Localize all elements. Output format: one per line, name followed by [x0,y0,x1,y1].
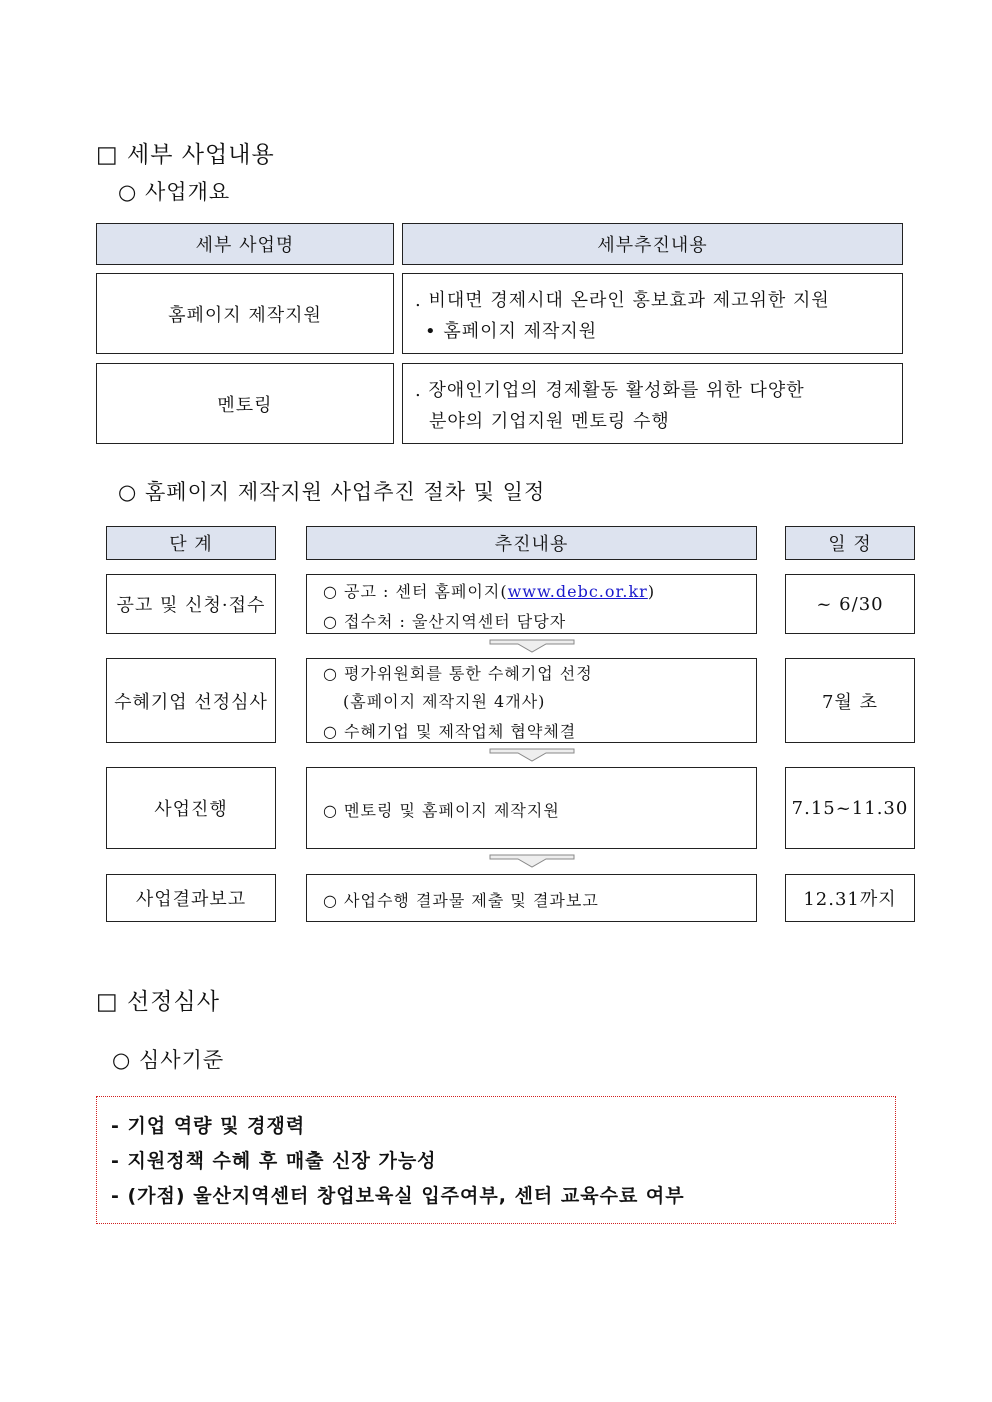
criteria-item: - 지원정책 수혜 후 매출 신장 가능성 [111,1150,437,1172]
section-title-selection: □ 선정심사 [96,989,220,1015]
down-arrow-icon [486,639,578,653]
process-step-stage: 공고 및 신청·접수 [106,574,276,634]
criteria-box [96,1096,896,1224]
table-row-name: 홈페이지 제작지원 [96,273,394,354]
process-step-schedule: ~ 6/30 [785,574,915,634]
table-row-content-line: 분야의 기업지원 멘토링 수행 [429,411,670,432]
table-header-content: 세부추진내용 [402,223,903,265]
process-step-schedule: 7월 초 [785,658,915,743]
down-arrow-icon [486,748,578,762]
criteria-item: - (가점) 울산지역센터 창업보육실 입주여부, 센터 교육수료 여부 [111,1185,685,1207]
table-row-content [402,363,903,444]
process-step-schedule: 12.31까지 [785,874,915,922]
process-step-content [306,767,757,849]
subsection-title-criteria: ○ 심사기준 [112,1048,225,1072]
subsection-title-process: ○ 홈페이지 제작지원 사업추진 절차 및 일정 [118,480,546,504]
process-step-stage: 사업결과보고 [106,874,276,922]
process-step-schedule: 7.15~11.30 [785,767,915,849]
process-header-stage: 단 계 [106,526,276,560]
process-step-stage: 사업진행 [106,767,276,849]
table-row-name: 멘토링 [96,363,394,444]
process-header-schedule: 일 정 [785,526,915,560]
table-row-content [402,273,903,354]
process-step-content [306,574,757,634]
table-row-content-line: • 홈페이지 제작지원 [425,321,598,342]
process-step-stage: 수혜기업 선정심사 [106,658,276,743]
process-step-content-line: ○ 접수처 : 울산지역센터 담당자 [323,612,567,631]
process-step-content [306,874,757,922]
website-link[interactable]: www.debc.or.kr [507,582,648,601]
table-row-content-line: . 장애인기업의 경제활동 활성화를 위한 다양한 [415,380,805,401]
process-header-content: 추진내용 [306,526,757,560]
down-arrow-icon [486,854,578,868]
process-step-content [306,658,757,743]
process-step-content-line: ○ 수혜기업 및 제작업체 협약체결 [323,722,577,741]
table-row-content-line: . 비대면 경제시대 온라인 홍보효과 제고위한 지원 [415,290,830,311]
process-step-content-line: ○ 공고 : 센터 홈페이지(www.debc.or.kr) [323,582,656,601]
process-step-content-line: (홈페이지 제작지원 4개사) [343,692,546,711]
table-header-name: 세부 사업명 [96,223,394,265]
section-title-details: □ 세부 사업내용 [96,142,275,168]
process-step-content-line: ○ 평가위원회를 통한 수혜기업 선정 [323,664,593,683]
criteria-item: - 기업 역량 및 경쟁력 [111,1115,306,1137]
process-step-content-line: ○ 멘토링 및 홈페이지 제작지원 [323,801,560,820]
process-step-content-line: ○ 사업수행 결과물 제출 및 결과보고 [323,891,599,910]
subsection-title-overview: ○ 사업개요 [118,180,231,204]
